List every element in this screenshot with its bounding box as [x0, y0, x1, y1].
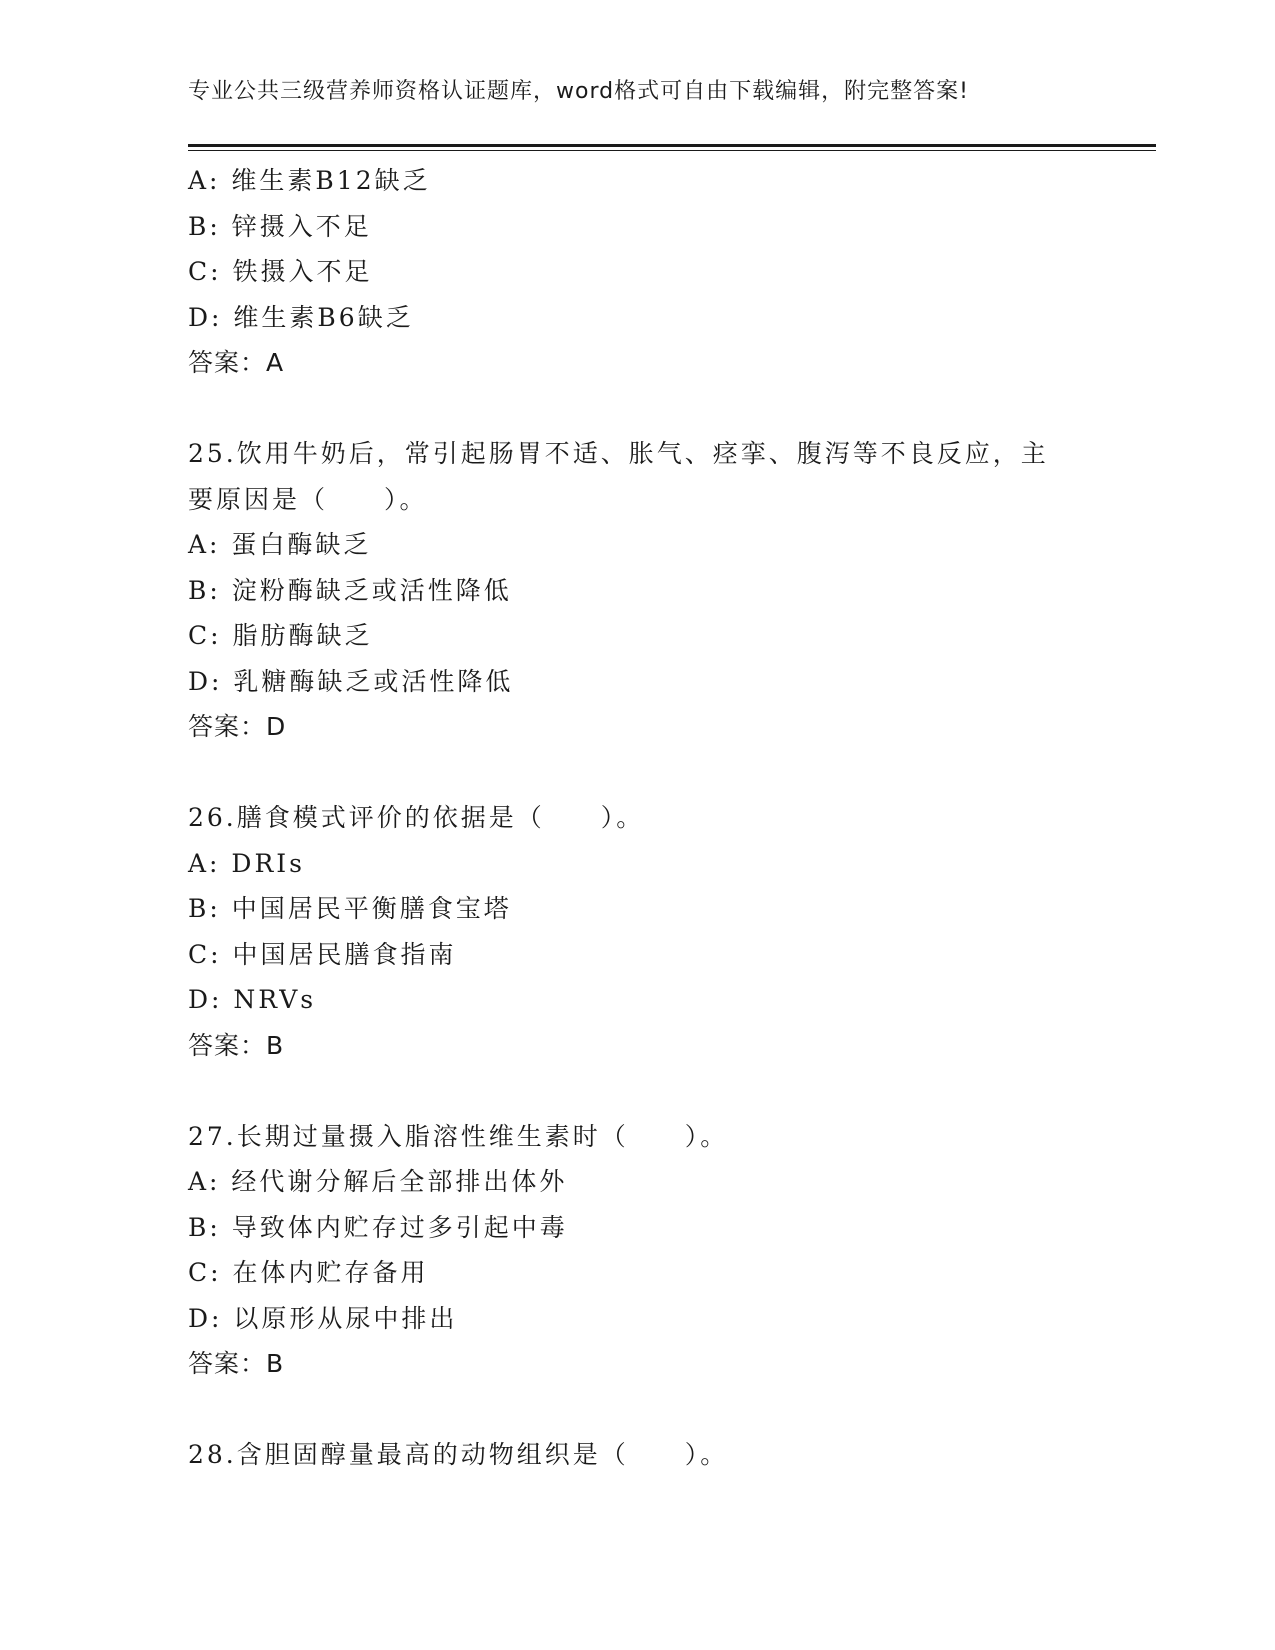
option-line: D: NRVs	[188, 985, 317, 1014]
option-line: B: 导致体内贮存过多引起中毒	[188, 1212, 568, 1242]
answer-line: 答案：D	[188, 712, 287, 741]
option-line: B: 锌摄入不足	[188, 211, 372, 241]
question-stem: 26.膳食模式评价的依据是（ ）。	[188, 803, 645, 832]
question-stem: 28.含胆固醇量最高的动物组织是（ ）。	[188, 1440, 729, 1469]
question-stem: 25.饮用牛奶后，常引起肠胃不适、胀气、痉挛、腹泻等不良反应，主	[188, 439, 1049, 468]
header-divider	[188, 144, 1156, 151]
option-line: A: DRIs	[188, 848, 305, 878]
option-line: C: 铁摄入不足	[188, 257, 373, 286]
question-content	[188, 158, 1088, 1478]
option-line: C: 中国居民膳食指南	[188, 939, 457, 969]
question-stem: 要原因是（ ）。	[188, 484, 428, 514]
option-line: A: 维生素B12缺乏	[188, 166, 431, 195]
answer-line: 答案：A	[188, 348, 285, 377]
option-line: A: 蛋白酶缺乏	[188, 530, 372, 559]
option-line: B: 中国居民平衡膳食宝塔	[188, 894, 512, 923]
option-line: C: 脂肪酶缺乏	[188, 621, 373, 650]
option-line: B: 淀粉酶缺乏或活性降低	[188, 575, 512, 605]
page-header: 专业公共三级营养师资格认证题库，word格式可自由下载编辑，附完整答案!	[188, 79, 969, 104]
option-line: C: 在体内贮存备用	[188, 1258, 429, 1287]
option-line: D: 乳糖酶缺乏或活性降低	[188, 666, 514, 696]
answer-line: 答案：B	[188, 1349, 285, 1378]
option-line: D: 以原形从尿中排出	[188, 1303, 458, 1333]
answer-line: 答案：B	[188, 1030, 285, 1060]
question-stem: 27.长期过量摄入脂溶性维生素时（ ）。	[188, 1121, 729, 1151]
option-line: A: 经代谢分解后全部排出体外	[188, 1167, 568, 1196]
option-line: D: 维生素B6缺乏	[188, 302, 414, 332]
